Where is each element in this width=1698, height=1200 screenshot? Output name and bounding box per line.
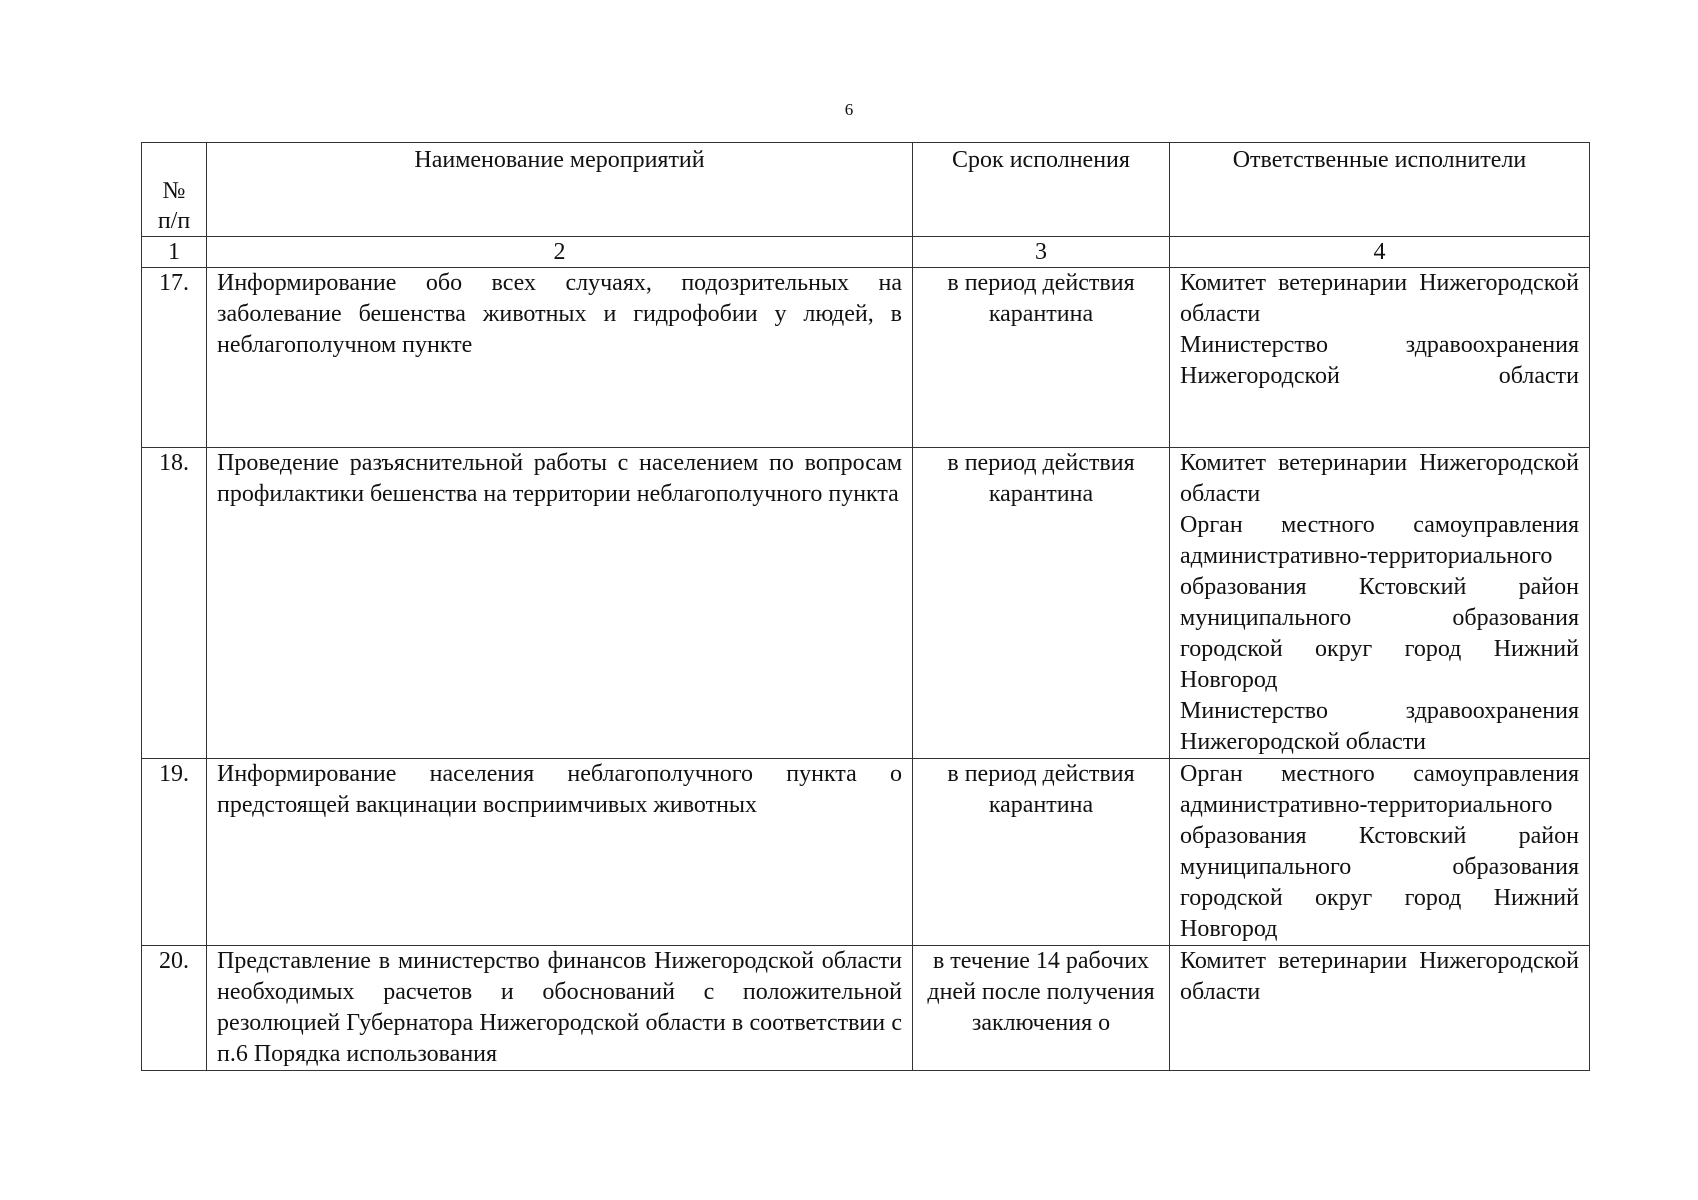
responsible-entry: Орган местного самоуправления административно-территориального образования Кстовский район муниципального образования городской округ город Нижний Новгород [1180, 761, 1579, 942]
measure-name: Представление в министерство финансов Нижегородской области необходимых расчетов и обоснований с положительной резолюцией Губернатора Нижегородской области в соответствии с п.6 Порядка использования [207, 946, 913, 1071]
row-number: 18. [142, 448, 207, 759]
table-header-row [142, 143, 1590, 237]
column-index: 3 [913, 237, 1170, 268]
responsible-entry: Комитет ветеринарии Нижегородской области [1180, 450, 1579, 507]
responsible-cell [1170, 268, 1590, 448]
column-index: 1 [142, 237, 207, 268]
responsible-entry: Комитет ветеринарии Нижегородской области [1180, 270, 1579, 327]
row-number: 20. [142, 946, 207, 1071]
deadline: в период действия карантина [913, 448, 1170, 759]
header-responsible: Ответственные исполнители [1170, 143, 1590, 237]
deadline: в период действия карантина [913, 268, 1170, 448]
responsible-entry: Орган местного самоуправления административно-территориального образования Кстовский район муниципального образования городской округ город Нижний Новгород [1180, 512, 1579, 693]
responsible-cell [1170, 448, 1590, 759]
measure-name: Информирование населения неблагополучного пункта о предстоящей вакцинации восприимчивых животных [207, 759, 913, 946]
column-index-row [142, 237, 1590, 268]
table-row [142, 268, 1590, 448]
measure-name: Информирование обо всех случаях, подозрительных на заболевание бешенства животных и гидрофобии у людей, в неблагополучном пункте [207, 268, 913, 448]
page-number: 6 [844, 100, 854, 119]
column-index: 4 [1170, 237, 1590, 268]
table-row [142, 946, 1590, 1071]
measures-table [141, 142, 1590, 1071]
responsible-entry: Комитет ветеринарии Нижегородской области [1180, 948, 1579, 1005]
row-number: 19. [142, 759, 207, 946]
header-number: № п/п [142, 143, 207, 237]
header-measure-name: Наименование мероприятий [207, 143, 913, 237]
deadline: в течение 14 рабочих дней после получения заключения о [913, 946, 1170, 1071]
deadline: в период действия карантина [913, 759, 1170, 946]
row-number: 17. [142, 268, 207, 448]
measure-name: Проведение разъяснительной работы с населением по вопросам профилактики бешенства на территории неблагополучного пункта [207, 448, 913, 759]
header-deadline: Срок исполнения [913, 143, 1170, 237]
responsible-cell [1170, 759, 1590, 946]
responsible-entry: Министерство здравоохранения Нижегородской области [1180, 332, 1579, 389]
column-index: 2 [207, 237, 913, 268]
responsible-entry: Министерство здравоохранения Нижегородской области [1180, 698, 1579, 755]
table-row [142, 759, 1590, 946]
table-row [142, 448, 1590, 759]
responsible-cell [1170, 946, 1590, 1071]
